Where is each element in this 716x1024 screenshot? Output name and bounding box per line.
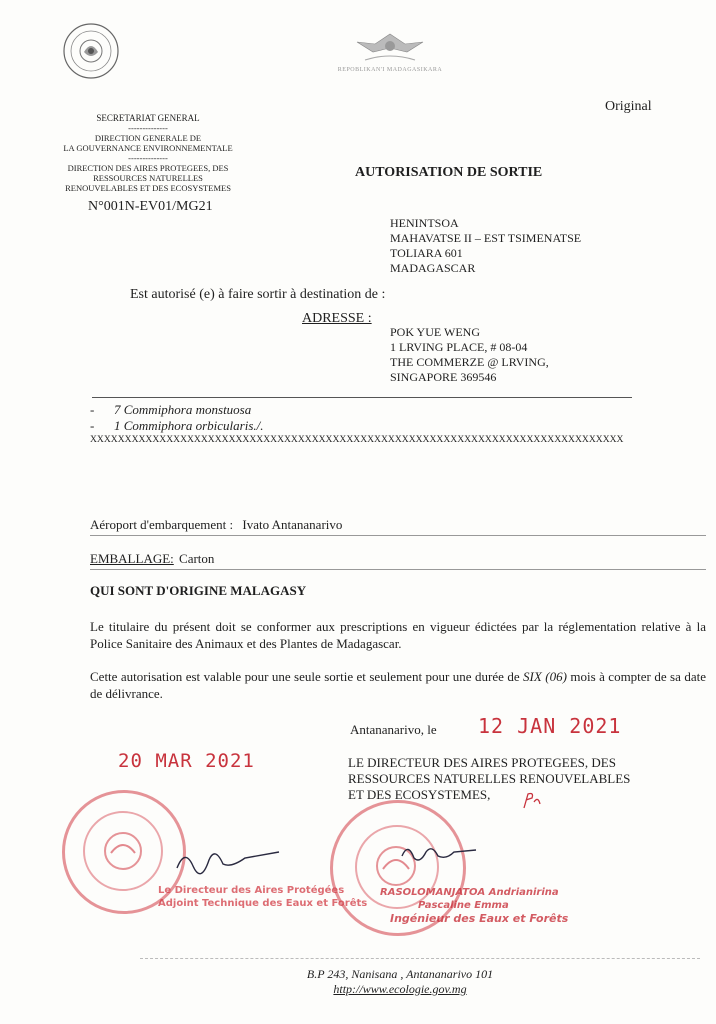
- cancellation-x-line: XXXXXXXXXXXXXXXXXXXXXXXXXXXXXXXXXXXXXXXXXXXXXXXXXXXXXXXXXXXXXXXXXXXXXXXXXXXXX: [90, 434, 624, 445]
- left-signature: [175, 838, 285, 883]
- original-label: Original: [605, 99, 652, 114]
- emblem-caption: REPOBLIKAN'I MADAGASIKARA: [337, 67, 443, 73]
- issue-date-stamp: 12 JAN 2021: [478, 714, 622, 738]
- packaging-value: Carton: [179, 551, 215, 566]
- recipient-line: MAHAVATSE II – EST TSIMENATSE: [390, 231, 582, 245]
- packaging-row: [90, 551, 214, 567]
- destination-line: 1 LRVING PLACE, # 08-04: [390, 340, 528, 354]
- recipient-block: [390, 216, 581, 276]
- signatory-line: LE DIRECTEUR DES AIRES PROTEGEES, DES: [348, 755, 616, 770]
- regulation-paragraph: Le titulaire du présent doit se conformer aux prescriptions en vigueur édictées par la réglementation relative à la Police Sanitaire des Animaux et des Plantes de Madagascar.: [90, 619, 706, 651]
- header-divider: --------------: [128, 123, 168, 133]
- destination-line: THE COMMERZE @ LRVING,: [390, 355, 549, 369]
- list-item: [90, 418, 264, 434]
- validity-duration: SIX (06): [523, 669, 567, 684]
- header-divider: --------------: [128, 153, 168, 163]
- initials-mark: [520, 788, 544, 817]
- signature-icon: [400, 838, 480, 868]
- reference-number: N°001N-EV01/MG21: [88, 199, 213, 214]
- item-text: 1 Commiphora orbicularis./.: [114, 418, 264, 433]
- origin-statement: QUI SONT D'ORIGINE MALAGASY: [90, 583, 307, 598]
- emblem-icon: [335, 30, 445, 70]
- items-list: [90, 402, 264, 434]
- seal-emblem-icon: [101, 829, 145, 873]
- direction-generale-line1: DIRECTION GENERALE DE: [94, 133, 202, 143]
- initials-icon: [520, 788, 544, 812]
- item-bullet: -: [90, 402, 95, 417]
- recipient-line: TOLIARA 601: [390, 246, 463, 260]
- authorization-statement: Est autorisé (e) à faire sortir à destination de :: [130, 287, 386, 302]
- direction-aires-line3: RENOUVELABLES ET DES ECOSYSTEMES: [65, 183, 231, 193]
- recipient-line: HENINTSOA: [390, 216, 459, 230]
- airport-label: Aéroport d'embarquement :: [90, 517, 234, 532]
- stamp-line: Pascaline Emma: [418, 900, 509, 911]
- direction-aires-line2: RESSOURCES NATURELLES: [93, 173, 203, 183]
- place-date-label: Antananarivo, le: [350, 722, 437, 737]
- seal-icon: [62, 22, 120, 80]
- recipient-line: MADAGASCAR: [390, 261, 476, 275]
- footer-address: B.P 243, Nanisana , Antananarivo 101: [306, 967, 494, 981]
- validity-text-start: Cette autorisation est valable pour une seule sortie et seulement pour une durée de: [90, 669, 524, 684]
- item-bullet: -: [90, 418, 95, 433]
- separator-line: [92, 397, 632, 398]
- address-label: ADRESSE :: [302, 311, 372, 326]
- administrative-header: [48, 113, 248, 193]
- document-title: AUTORISATION DE SORTIE: [355, 165, 543, 180]
- national-emblem: [335, 30, 445, 78]
- airport-underline: [90, 535, 706, 536]
- destination-block: [390, 325, 549, 385]
- destination-line: POK YUE WENG: [390, 325, 480, 339]
- footer-divider: [140, 958, 700, 959]
- stamp-line: Le Directeur des Aires Protégées: [158, 885, 345, 896]
- stamp-line: Ingénieur des Eaux et Forêts: [390, 912, 569, 925]
- direction-aires-line1: DIRECTION DES AIRES PROTEGEES, DES: [67, 163, 229, 173]
- signatory-line: ET DES ECOSYSTEMES,: [348, 787, 491, 802]
- stamp-line: RASOLOMANJATOA Andrianirina: [380, 887, 559, 898]
- destination-line: SINGAPORE 369546: [390, 370, 497, 384]
- list-item: [90, 402, 264, 418]
- airport-row: [90, 517, 342, 533]
- signatory-line: RESSOURCES NATURELLES RENOUVELABLES: [348, 771, 631, 786]
- right-signature: [400, 838, 480, 873]
- stamp-line: Adjoint Technique des Eaux et Forêts: [158, 898, 368, 909]
- right-stamp-text: [380, 886, 568, 925]
- secretariat-label: SECRETARIAT GENERAL: [96, 113, 200, 123]
- received-date-stamp: 20 MAR 2021: [118, 750, 255, 772]
- packaging-label: EMBALLAGE:: [90, 551, 174, 566]
- signature-icon: [175, 838, 285, 878]
- ministry-seal: [62, 22, 120, 80]
- airport-value: Ivato Antananarivo: [242, 517, 343, 532]
- direction-generale-line2: LA GOUVERNANCE ENVIRONNEMENTALE: [63, 143, 233, 153]
- signatory-block: [348, 755, 630, 803]
- footer-url[interactable]: http://www.ecologie.gov.mg: [333, 982, 467, 996]
- validity-paragraph: [90, 668, 706, 702]
- validity-text-end: mois à compter de sa date de délivrance.: [90, 669, 706, 701]
- item-text: 7 Commiphora monstuosa: [114, 402, 252, 417]
- packaging-underline: [90, 569, 706, 570]
